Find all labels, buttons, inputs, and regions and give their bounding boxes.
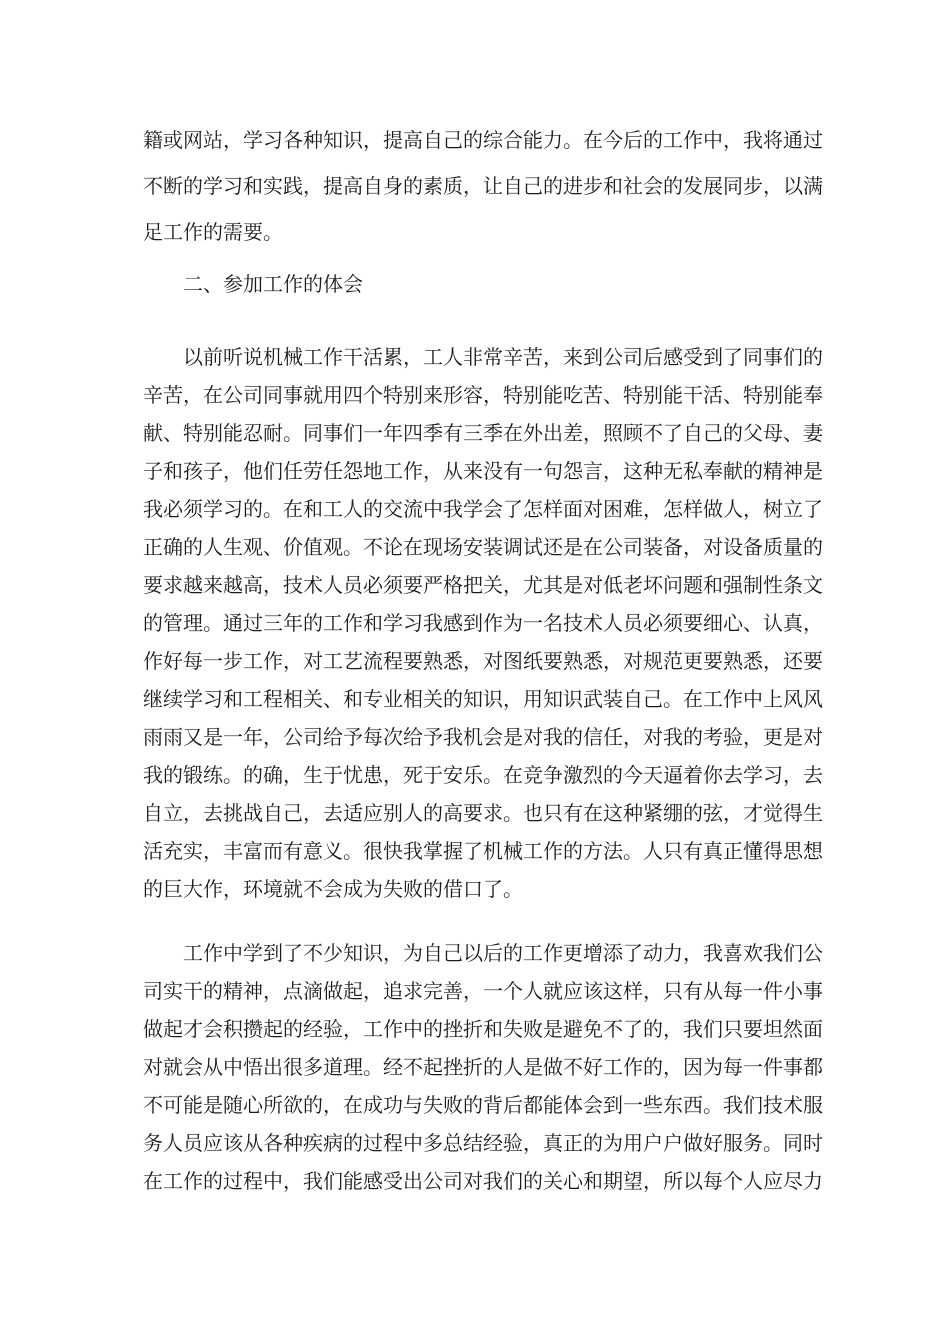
paragraph-3-line: 不可能是随心所欲的，在成功与失败的背后都能体会到一些东西。我们技术服 <box>143 1093 823 1117</box>
paragraph-3-line: 司实干的精神，点滴做起，追求完善，一个人就应该这样，只有从每一件小事 <box>143 979 823 1003</box>
paragraph-2-line: 自立，去挑战自己，去适应别人的高要求。也只有在这种紧绷的弦，才觉得生 <box>143 801 823 825</box>
paragraph-1-line: 籍或网站，学习各种知识，提高自己的综合能力。在今后的工作中，我将通过 <box>143 128 823 152</box>
paragraph-1-line: 不断的学习和实践，提高自身的素质，让自己的进步和社会的发展同步，以满 <box>143 174 823 198</box>
paragraph-2-line: 我必须学习的。在和工人的交流中我学会了怎样面对困难，怎样做人，树立了 <box>143 497 823 521</box>
paragraph-2-line: 正确的人生观、价值观。不论在现场安装调试还是在公司装备，对设备质量的 <box>143 535 823 559</box>
paragraph-2-line: 以前听说机械工作干活累，工人非常辛苦，来到公司后感受到了同事们的 <box>183 345 823 369</box>
paragraph-2-line: 辛苦，在公司同事就用四个特别来形容，特别能吃苦、特别能干活、特别能奉 <box>143 383 823 407</box>
paragraph-2-line: 我的锻练。的确，生于忧患，死于安乐。在竞争激烈的今天逼着你去学习，去 <box>143 763 823 787</box>
paragraph-2-line: 献、特别能忍耐。同事们一年四季有三季在外出差，照顾不了自己的父母、妻 <box>143 421 823 445</box>
paragraph-2-line: 子和孩子，他们任劳任怨地工作，从来没有一句怨言，这种无私奉献的精神是 <box>143 459 823 483</box>
paragraph-1-line: 足工作的需要。 <box>143 220 283 244</box>
paragraph-3-line: 务人员应该从各种疾病的过程中多总结经验，真正的为用户户做好服务。同时 <box>143 1131 823 1155</box>
paragraph-3-line: 工作中学到了不少知识，为自己以后的工作更增添了动力，我喜欢我们公 <box>183 941 823 965</box>
paragraph-2-line: 的巨大作，环境就不会成为失败的借口了。 <box>143 877 523 901</box>
paragraph-2-line: 要求越来越高，技术人员必须要严格把关，尤其是对低老坏问题和强制性条文 <box>143 573 823 597</box>
paragraph-2-line: 作好每一步工作，对工艺流程要熟悉，对图纸要熟悉，对规范更要熟悉，还要 <box>143 649 823 673</box>
paragraph-2-line: 活充实，丰富而有意义。很快我掌握了机械工作的方法。人只有真正懂得思想 <box>143 839 823 863</box>
paragraph-3-line: 做起才会积攒起的经验，工作中的挫折和失败是避免不了的，我们只要坦然面 <box>143 1017 823 1041</box>
paragraph-2-line: 继续学习和工程相关、和专业相关的知识，用知识武装自己。在工作中上风风 <box>143 687 823 711</box>
section-heading: 二、参加工作的体会 <box>183 272 363 296</box>
paragraph-2-line: 的管理。通过三年的工作和学习我感到作为一名技术人员必须要细心、认真， <box>143 611 823 635</box>
paragraph-2-line: 雨雨又是一年，公司给予每次给予我机会是对我的信任，对我的考验，更是对 <box>143 725 823 749</box>
paragraph-3-line: 对就会从中悟出很多道理。经不起挫折的人是做不好工作的，因为每一件事都 <box>143 1055 823 1079</box>
paragraph-3-line: 在工作的过程中，我们能感受出公司对我们的关心和期望，所以每个人应尽力 <box>143 1169 823 1193</box>
